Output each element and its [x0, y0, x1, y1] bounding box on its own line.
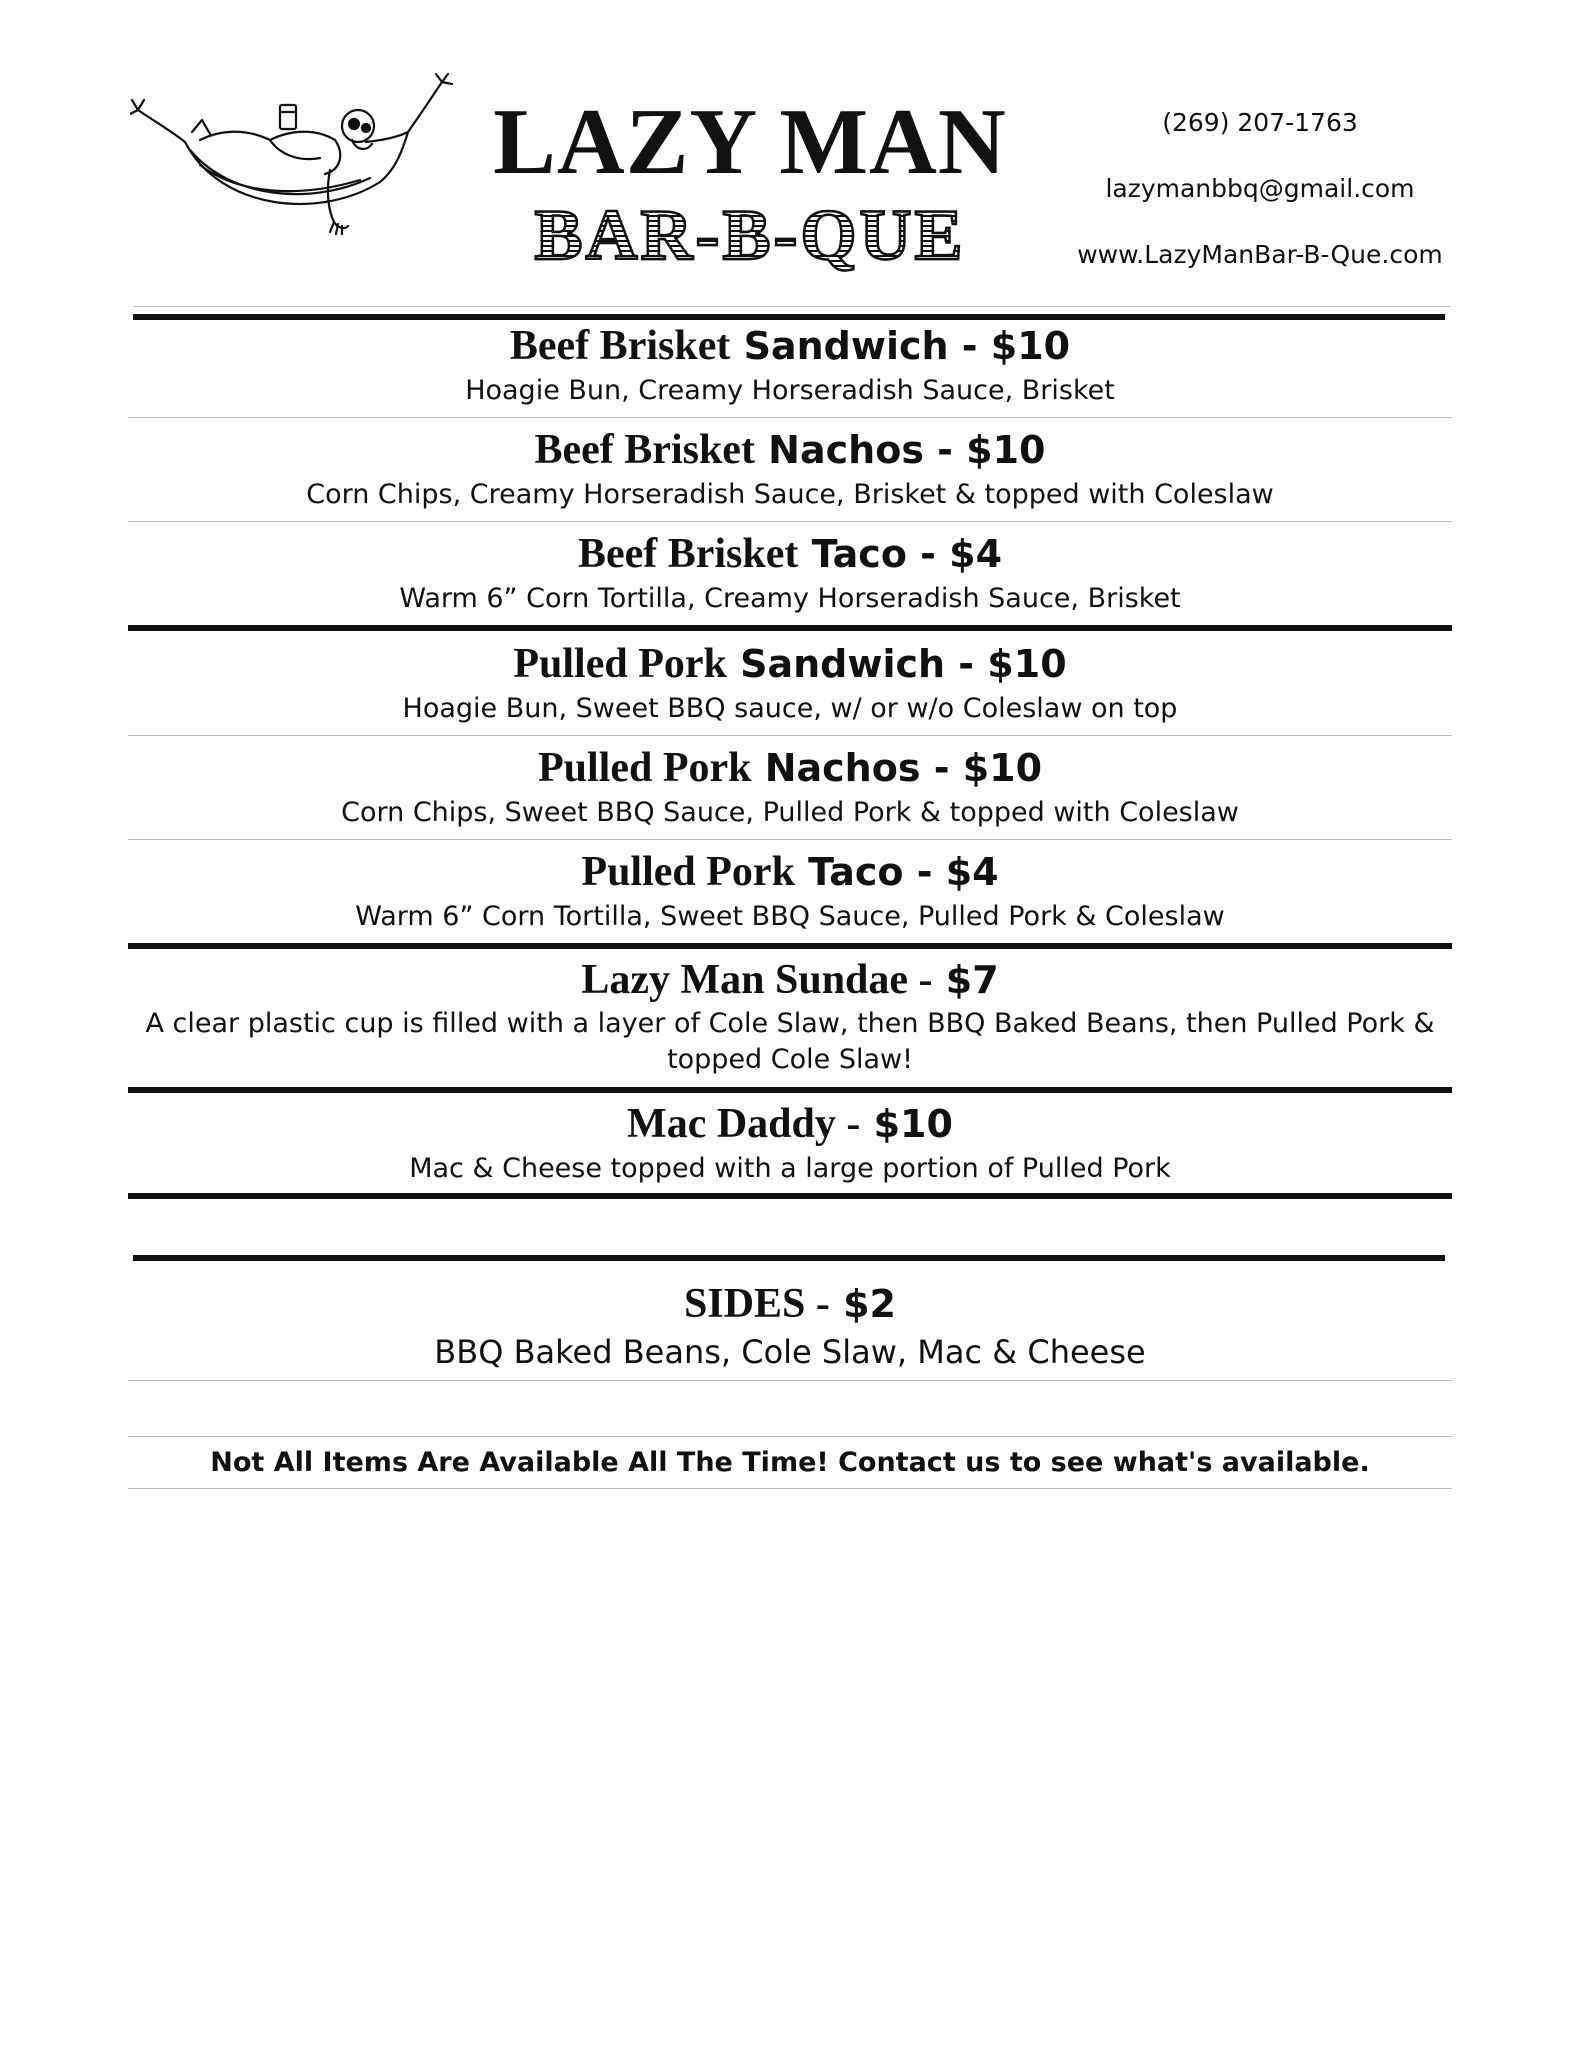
menu-item — [128, 848, 1452, 935]
menu-item — [128, 530, 1452, 617]
item-divider — [128, 839, 1452, 840]
lazy-man-hammock-logo — [130, 70, 460, 250]
menu-item-title: Beef Brisket Sandwich - $10 — [509, 323, 1071, 369]
restaurant-name-line2: BAR-B-QUE — [470, 195, 1030, 275]
sides-section — [128, 1280, 1452, 1374]
menu-item-title: Pulled Pork Nachos - $10 — [537, 745, 1043, 791]
menu-item-description: Warm 6” Corn Tortilla, Creamy Horseradish Sauce, Brisket — [399, 583, 1181, 614]
email-address: lazymanbbq@gmail.com — [1105, 174, 1415, 203]
header-divider-thin — [133, 306, 1451, 307]
section-divider — [128, 943, 1452, 949]
menu-item-title: Beef Brisket Nachos - $10 — [534, 427, 1046, 473]
menu-item-description: Corn Chips, Creamy Horseradish Sauce, Brisket & topped with Coleslaw — [306, 479, 1274, 510]
menu-item-description: Mac & Cheese topped with a large portion of Pulled Pork — [409, 1153, 1171, 1184]
item-divider — [128, 417, 1452, 418]
menu-item — [128, 322, 1452, 409]
phone-number: (269) 207-1763 — [1162, 108, 1358, 137]
availability-note: Not All Items Are Available All The Time! Contact us to see what's available. — [210, 1447, 1370, 1478]
menu-item — [128, 744, 1452, 831]
menu-item-description: A clear plastic cup is filled with a layer of Cole Slaw, then BBQ Baked Beans, then Pulled Pork & topped Cole Slaw! — [145, 1008, 1435, 1075]
menu-item-title: Lazy Man Sundae - $7 — [581, 957, 999, 1003]
section-divider — [128, 625, 1452, 631]
menu-item — [128, 640, 1452, 727]
item-divider — [128, 735, 1452, 736]
item-divider — [128, 1380, 1452, 1381]
website-url: www.LazyManBar-B-Que.com — [1077, 240, 1443, 269]
menu-item-title: Mac Daddy - $10 — [627, 1101, 953, 1147]
menu-item-description: Corn Chips, Sweet BBQ Sauce, Pulled Pork & topped with Coleslaw — [341, 797, 1239, 828]
sides-title: SIDES - $2 — [683, 1281, 897, 1327]
section-divider — [128, 1193, 1452, 1199]
menu-item-description: Warm 6” Corn Tortilla, Sweet BBQ Sauce, Pulled Pork & Coleslaw — [355, 901, 1225, 932]
menu-item — [128, 1100, 1452, 1187]
menu-item-description: Hoagie Bun, Sweet BBQ sauce, w/ or w/o Coleslaw on top — [402, 693, 1178, 724]
sides-divider — [133, 1255, 1445, 1261]
menu-item — [128, 956, 1452, 1078]
sides-description: BBQ Baked Beans, Cole Slaw, Mac & Cheese — [434, 1333, 1146, 1371]
menu-item-title: Pulled Pork Taco - $4 — [581, 849, 999, 895]
menu-item-title: Pulled Pork Sandwich - $10 — [513, 641, 1067, 687]
item-divider — [128, 521, 1452, 522]
menu-item-title: Beef Brisket Taco - $4 — [577, 531, 1003, 577]
item-divider — [128, 1436, 1452, 1437]
item-divider — [128, 1488, 1452, 1489]
header-divider — [133, 314, 1445, 320]
section-divider — [128, 1087, 1452, 1093]
restaurant-name-line1: LAZY MAN — [493, 90, 1007, 194]
menu-item — [128, 426, 1452, 513]
menu-item-description: Hoagie Bun, Creamy Horseradish Sauce, Brisket — [465, 375, 1115, 406]
